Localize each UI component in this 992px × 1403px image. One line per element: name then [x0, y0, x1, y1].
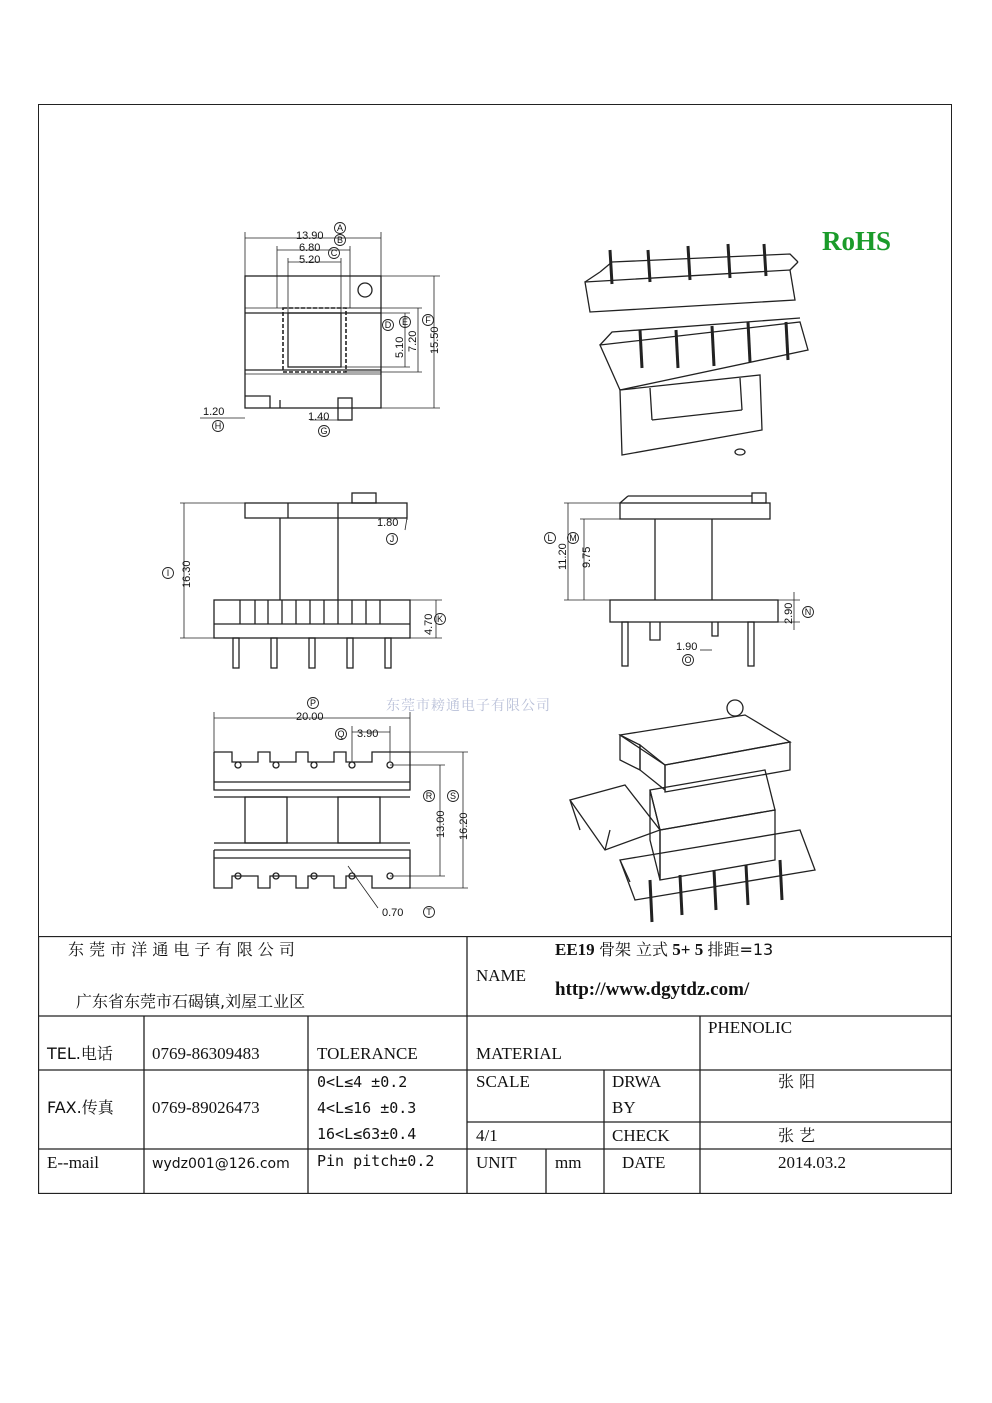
drawn-by-label-1: DRWA — [612, 1072, 662, 1091]
dim-r-value: 13.00 — [435, 810, 447, 838]
product-pitch: 排距=13 — [707, 940, 774, 959]
fax-label: FAX.传真 — [47, 1098, 114, 1117]
material-label: MATERIAL — [476, 1044, 562, 1063]
tolerance-row-4: Pin pitch±0.2 — [317, 1152, 435, 1170]
dim-e-value: 7.20 — [407, 330, 419, 352]
ref-o-letter: O — [684, 655, 692, 665]
tolerance-row-3: 16<L≤63±0.4 — [317, 1125, 417, 1143]
ref-a-letter: A — [336, 223, 344, 233]
ref-e-letter: E — [401, 317, 409, 327]
reference-letters — [163, 223, 814, 918]
dim-l-value: 11.20 — [557, 543, 569, 570]
dim-d-value: 5.10 — [394, 336, 406, 358]
email-label: E--mail — [47, 1153, 99, 1172]
ref-h-letter: H — [214, 421, 222, 431]
ref-b-letter: B — [336, 235, 344, 245]
unit-value: mm — [555, 1153, 582, 1172]
isometric-view-top — [585, 244, 808, 455]
ref-p-letter: P — [309, 698, 317, 708]
date-value: 2014.03.2 — [778, 1153, 846, 1172]
bottom-view — [214, 712, 468, 908]
ref-s-letter: S — [449, 791, 457, 801]
dim-h-value: 1.20 — [203, 406, 225, 418]
tolerance-label: TOLERANCE — [317, 1044, 418, 1063]
product-pins: 5+ 5 — [672, 940, 704, 959]
dim-s-value: 16.20 — [458, 812, 470, 840]
ref-t-letter: T — [426, 907, 432, 917]
email-value[interactable]: wydz001@126.com — [152, 1156, 290, 1172]
dim-j-value: 1.80 — [377, 517, 399, 529]
dim-q-value: 3.90 — [357, 728, 379, 740]
isometric-view-bottom — [570, 700, 815, 922]
ref-m-letter: M — [569, 533, 577, 543]
company-name: 东 莞 市 洋 通 电 子 有 限 公 司 — [68, 940, 295, 959]
ref-n-letter: N — [804, 607, 812, 617]
tolerance-row-2: 4<L≤16 ±0.3 — [317, 1099, 417, 1117]
drawn-by-value: 张 阳 — [778, 1072, 816, 1091]
ref-i-letter: I — [166, 568, 170, 578]
material-value: PHENOLIC — [708, 1018, 793, 1037]
company-address: 广东省东莞市石碣镇,刘屋工业区 — [76, 992, 306, 1011]
product-code: EE19 — [555, 940, 595, 959]
tolerance-row-1: 0<L≤4 ±0.2 — [317, 1073, 408, 1091]
tel-label: TEL.电话 — [47, 1044, 113, 1063]
dim-n-value: 2.90 — [783, 602, 795, 624]
ref-g-letter: G — [320, 426, 328, 436]
ref-d-letter: D — [384, 320, 392, 330]
dim-f-value: 15.50 — [429, 326, 441, 354]
fax-value: 0769-89026473 — [152, 1098, 260, 1117]
unit-label: UNIT — [476, 1153, 517, 1172]
dim-i-value: 16.30 — [181, 560, 193, 588]
ref-r-letter: R — [425, 791, 433, 801]
dim-g-value: 1.40 — [308, 411, 330, 423]
website-link[interactable]: http://www.dgytdz.com/ — [555, 979, 750, 1000]
product-name — [555, 940, 773, 960]
check-label: CHECK — [612, 1126, 670, 1145]
ref-l-letter: L — [547, 533, 553, 543]
scale-label: SCALE — [476, 1072, 530, 1091]
dim-b-value: 6.80 — [299, 242, 321, 254]
product-desc: 骨架 立式 — [598, 940, 669, 959]
dim-p-value: 20.00 — [296, 711, 324, 723]
ref-q-letter: Q — [337, 729, 345, 739]
dim-c-value: 5.20 — [299, 254, 321, 266]
ref-c-letter: C — [330, 248, 338, 258]
ref-j-letter: J — [389, 534, 395, 544]
date-label: DATE — [622, 1153, 666, 1172]
ref-f-letter: F — [425, 315, 431, 325]
check-value: 张 艺 — [778, 1126, 816, 1145]
company-watermark: 东莞市耪通电子有限公司 — [386, 698, 551, 714]
front-view — [180, 493, 442, 668]
dim-m-value: 9.75 — [581, 546, 593, 568]
rohs-badge: RoHS — [822, 226, 892, 256]
title-block — [38, 936, 952, 1194]
dim-o-value: 1.90 — [676, 641, 698, 653]
drawn-by-label-2: BY — [612, 1098, 636, 1117]
tel-value: 0769-86309483 — [152, 1044, 260, 1063]
dim-t-value: 0.70 — [382, 907, 404, 919]
dim-k-value: 4.70 — [423, 613, 435, 635]
ref-k-letter: K — [436, 614, 444, 624]
scale-value: 4/1 — [476, 1126, 498, 1145]
name-label: NAME — [476, 966, 527, 985]
dim-a-value: 13.90 — [296, 230, 324, 242]
